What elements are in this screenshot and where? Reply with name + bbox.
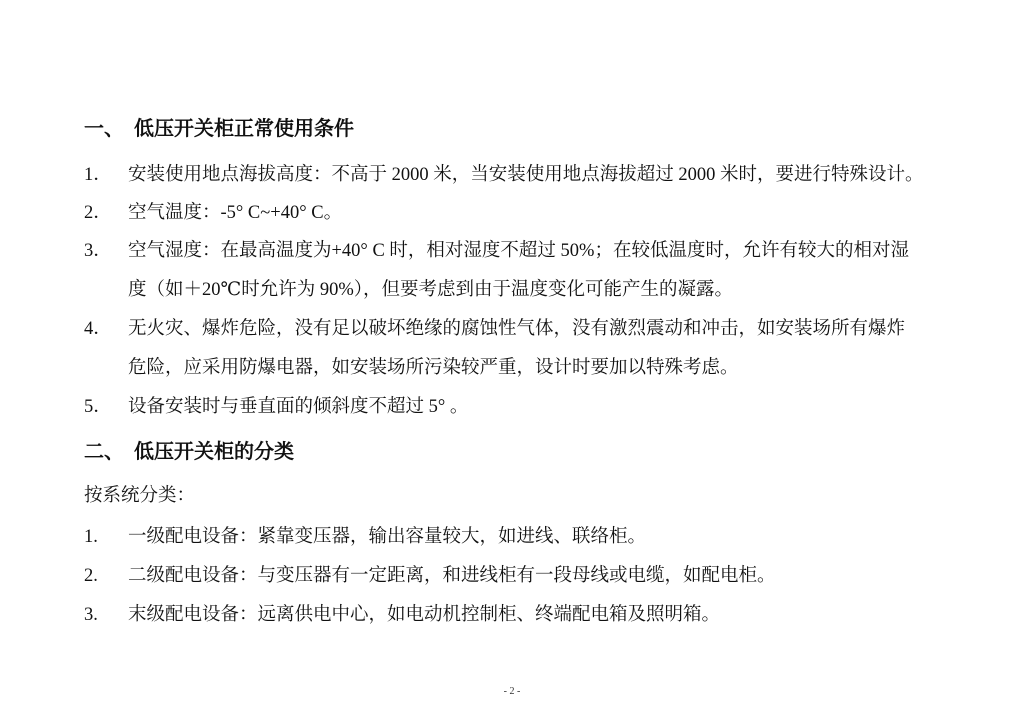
section-number: 一、 xyxy=(84,116,124,140)
section-title: 低压开关柜的分类 xyxy=(134,439,294,463)
list-item-text: 一级配电设备：紧靠变压器，输出容量较大，如进线、联络柜。 xyxy=(128,527,647,547)
page-number: - 2 - xyxy=(503,686,521,697)
section-heading xyxy=(84,115,484,141)
list-item-number: 1. xyxy=(84,527,98,547)
list-item-text-continuation: 危险，应采用防爆电器，如安装场所污染较严重，设计时要加以特殊考虑。 xyxy=(128,358,739,378)
list-item-text: 末级配电设备：远离供电中心，如电动机控制柜、终端配电箱及照明箱。 xyxy=(128,605,721,625)
list-item-text: 空气温度：-5° C~+40° C。 xyxy=(128,203,343,223)
list-item-number: 2. xyxy=(84,566,98,586)
list-item-text-continuation: 度（如＋20℃时允许为 90%），但要考虑到由于温度变化可能产生的凝露。 xyxy=(128,280,733,300)
list-item-text: 安装使用地点海拔高度：不高于 2000 米，当安装使用地点海拔超过 2000 米时，要进行特殊设计。 xyxy=(128,165,924,185)
section-title: 低压开关柜正常使用条件 xyxy=(134,116,354,140)
list-item-text: 空气湿度：在最高温度为+40° C 时，相对湿度不超过 50%；在较低温度时，允许有较大的相对湿 xyxy=(128,241,909,261)
list-item-text: 无火灾、爆炸危险，没有足以破坏绝缘的腐蚀性气体，没有激烈震动和冲击，如安装场所有爆炸 xyxy=(128,319,906,339)
list-item-number: 2． xyxy=(84,203,112,223)
list-item-number: 4． xyxy=(84,319,112,339)
section-number: 二、 xyxy=(84,439,124,463)
classification-intro: 按系统分类： xyxy=(84,486,196,506)
list-item-number: 3． xyxy=(84,241,112,261)
list-item-number: 5． xyxy=(84,397,112,417)
list-item-number: 3. xyxy=(84,605,98,625)
list-item-text: 二级配电设备：与变压器有一定距离，和进线柜有一段母线或电缆，如配电柜。 xyxy=(128,566,776,586)
section-heading xyxy=(84,438,484,464)
list-item-number: 1． xyxy=(84,165,112,185)
list-item-text: 设备安装时与垂直面的倾斜度不超过 5° 。 xyxy=(128,397,469,417)
